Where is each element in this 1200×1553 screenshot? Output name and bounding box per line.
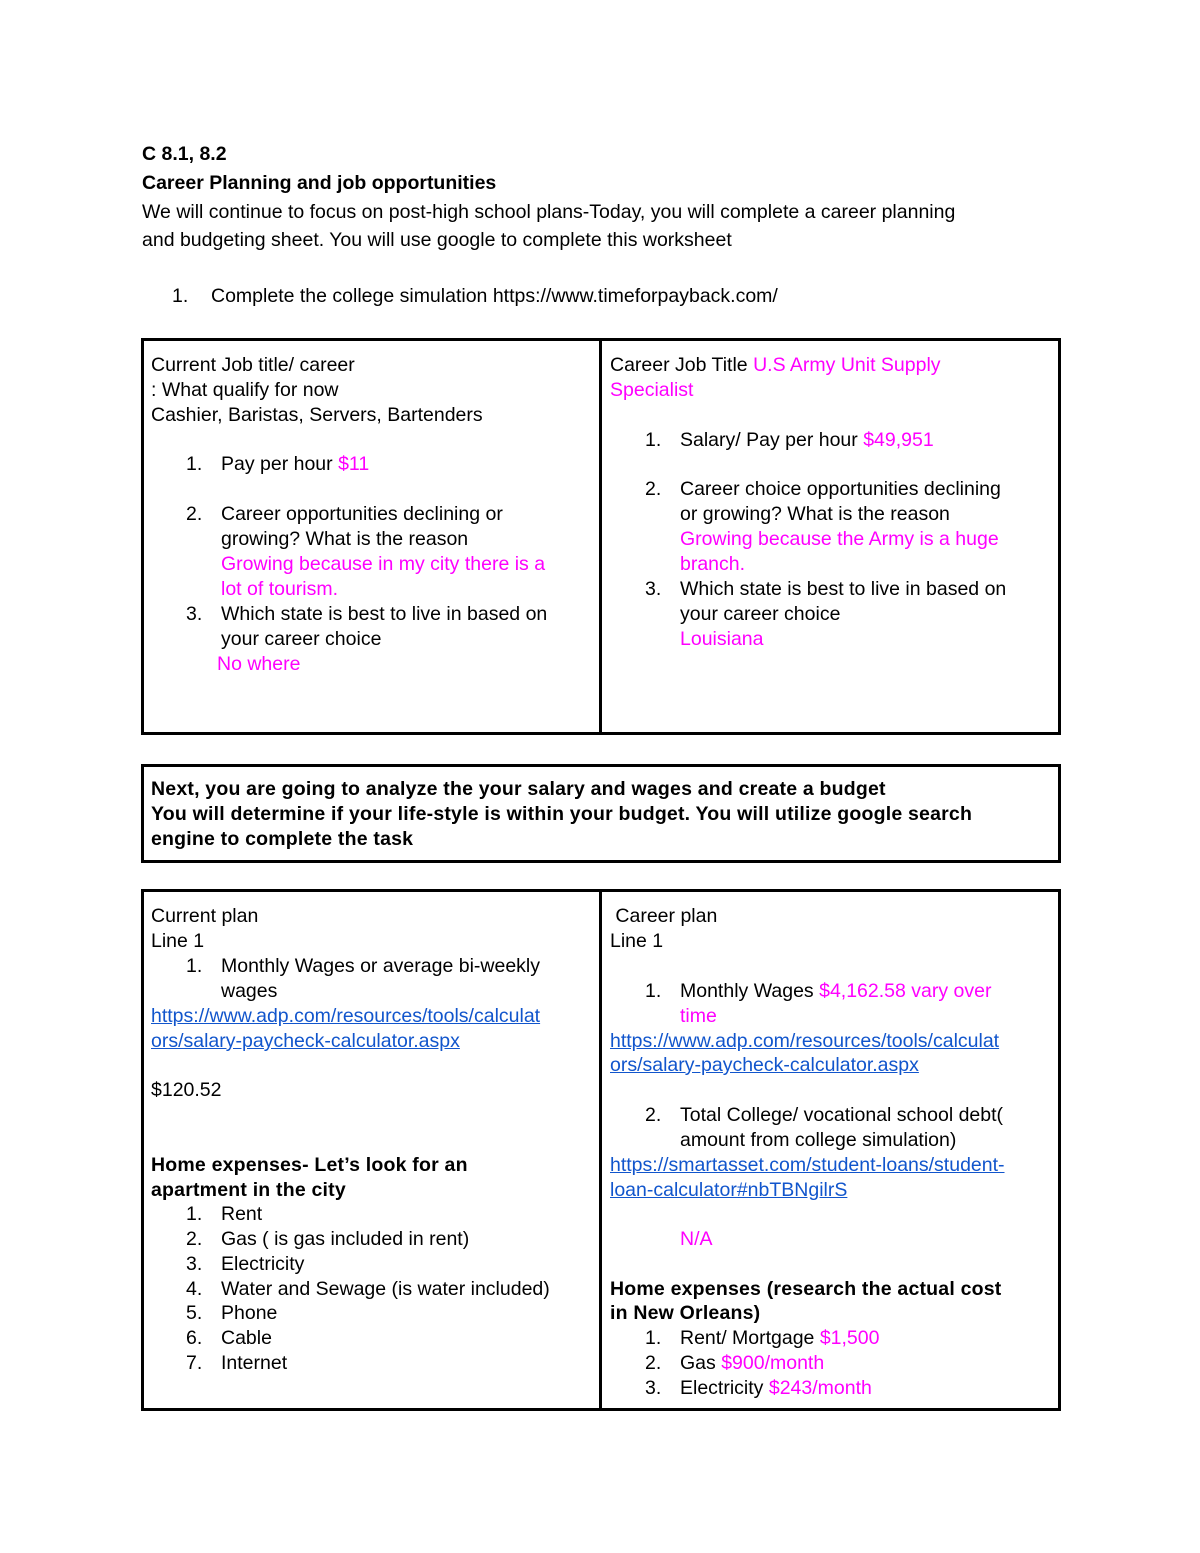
career-q1-text: Salary/ Pay per hour: [680, 429, 864, 451]
adp-calculator-link-part2[interactable]: ors/salary-paycheck-calculator.aspx: [610, 1054, 919, 1076]
expense-item-number: 4.: [186, 1278, 203, 1300]
expense-item-electricity: Electricity: [221, 1253, 305, 1275]
expense-label: Gas: [680, 1352, 722, 1374]
current-home-expenses-title-line1: Home expenses- Let’s look for an: [151, 1154, 468, 1176]
budget-table-divider: [599, 889, 602, 1411]
career-plan-q2-number: 2.: [645, 1104, 662, 1126]
career-q3-answer: Louisiana: [680, 628, 764, 650]
expense-item-water: Water and Sewage (is water included): [221, 1278, 550, 1300]
career-job-title-answer: U.S Army Unit Supply: [753, 354, 941, 376]
current-q1-text: Pay per hour: [221, 453, 339, 475]
expense-item-number: 1.: [186, 1203, 203, 1225]
career-plan-q1-text: Monthly Wages: [680, 980, 820, 1002]
career-plan-q1-number: 1.: [645, 980, 662, 1002]
career-job-title-label: Career Job Title: [610, 354, 754, 376]
career-q2-line2: or growing? What is the reason: [680, 503, 950, 525]
current-job-titles: Cashier, Baristas, Servers, Bartenders: [151, 404, 483, 426]
expense-item-number: 1.: [645, 1327, 662, 1349]
current-plan-wage-amount: $120.52: [151, 1079, 222, 1101]
current-q2-number: 2.: [186, 503, 203, 525]
career-q3-number: 3.: [645, 578, 662, 600]
current-q1-answer: $11: [338, 453, 370, 475]
career-home-expenses-title-line2: in New Orleans): [610, 1302, 761, 1324]
page-title: Career Planning and job opportunities: [142, 172, 497, 194]
expense-label: Rent/ Mortgage: [680, 1327, 820, 1349]
expense-item-rent: [680, 1326, 879, 1351]
section-code: C 8.1, 8.2: [142, 143, 227, 165]
career-q1-number: 1.: [645, 429, 662, 451]
current-job-heading: Current Job title/ career: [151, 354, 355, 376]
current-q2-answer-line2: lot of tourism.: [221, 578, 339, 600]
current-q1: [221, 452, 369, 477]
current-q3-number: 3.: [186, 603, 203, 625]
instructions-line1: Next, you are going to analyze the your salary and wages and create a budget: [151, 778, 886, 800]
career-q2-answer-line2: branch.: [680, 553, 746, 575]
current-plan-line-label: Line 1: [151, 930, 205, 952]
career-q3-line1: Which state is best to live in based on: [680, 578, 1007, 600]
career-home-expenses-title-line1: Home expenses (research the actual cost: [610, 1278, 1002, 1300]
career-q3-line2: your career choice: [680, 603, 841, 625]
current-q3-line2: your career choice: [221, 628, 382, 650]
expense-item-number: 7.: [186, 1352, 203, 1374]
adp-calculator-link-part2[interactable]: ors/salary-paycheck-calculator.aspx: [151, 1030, 460, 1052]
career-job-title: [610, 353, 941, 378]
career-plan-line-label: Line 1: [610, 930, 664, 952]
career-plan-q1: [680, 979, 991, 1004]
expense-value: $900/month: [721, 1352, 825, 1374]
expense-item-number: 3.: [186, 1253, 203, 1275]
current-plan-heading: Current plan: [151, 905, 259, 927]
career-table-divider: [599, 338, 602, 735]
expense-item-number: 5.: [186, 1302, 203, 1324]
career-plan-q1-answer-line2: time: [680, 1005, 717, 1027]
career-job-title-answer-line2: Specialist: [610, 379, 694, 401]
current-job-subheading: : What qualify for now: [151, 379, 339, 401]
career-plan-q2-answer: N/A: [680, 1228, 713, 1250]
expense-item-rent: Rent: [221, 1203, 263, 1225]
career-plan-heading: Career plan: [610, 905, 718, 927]
step1-number: 1.: [172, 285, 189, 307]
smartasset-loan-link-part2[interactable]: loan-calculator#nbTBNgilrS: [610, 1179, 848, 1201]
expense-item-cable: Cable: [221, 1327, 272, 1349]
current-q2-line2: growing? What is the reason: [221, 528, 469, 550]
current-plan-q1-line1: Monthly Wages or average bi-weekly: [221, 955, 540, 977]
adp-calculator-link-part1[interactable]: https://www.adp.com/resources/tools/calculat: [610, 1030, 1000, 1052]
current-plan-q1-number: 1.: [186, 955, 203, 977]
current-q2-line1: Career opportunities declining or: [221, 503, 503, 525]
current-q3-line1: Which state is best to live in based on: [221, 603, 548, 625]
expense-item-number: 6.: [186, 1327, 203, 1349]
expense-item-number: 2.: [645, 1352, 662, 1374]
intro-text-line1: We will continue to focus on post-high school plans-Today, you will complete a career planning: [142, 201, 956, 223]
expense-item-electricity: [680, 1376, 872, 1401]
current-q2-answer-line1: Growing because in my city there is a: [221, 553, 546, 575]
expense-item-gas: Gas ( is gas included in rent): [221, 1228, 470, 1250]
current-q3-answer: No where: [217, 653, 301, 675]
current-q1-number: 1.: [186, 453, 203, 475]
career-plan-q2-line2: amount from college simulation): [680, 1129, 957, 1151]
expense-value: $243/month: [768, 1377, 872, 1399]
career-q1: [680, 428, 934, 453]
career-plan-q2-line1: Total College/ vocational school debt(: [680, 1104, 1004, 1126]
current-home-expenses-title-line2: apartment in the city: [151, 1179, 346, 1201]
expense-item-number: 2.: [186, 1228, 203, 1250]
intro-text-line2: and budgeting sheet. You will use google to complete this worksheet: [142, 229, 732, 251]
expense-item-internet: Internet: [221, 1352, 288, 1374]
career-q2-line1: Career choice opportunities declining: [680, 478, 1001, 500]
instructions-line2: You will determine if your life-style is within your budget. You will utilize google search: [151, 803, 973, 825]
expense-value: $1,500: [819, 1327, 880, 1349]
current-plan-q1-line2: wages: [221, 980, 278, 1002]
career-q2-number: 2.: [645, 478, 662, 500]
career-q2-answer-line1: Growing because the Army is a huge: [680, 528, 999, 550]
expense-item-number: 3.: [645, 1377, 662, 1399]
smartasset-loan-link-part1[interactable]: https://smartasset.com/student-loans/student-: [610, 1154, 1005, 1176]
expense-label: Electricity: [680, 1377, 769, 1399]
instructions-line3: engine to complete the task: [151, 828, 414, 850]
step1-text: Complete the college simulation https://www.timeforpayback.com/: [211, 285, 778, 307]
career-q1-answer: $49,951: [863, 429, 934, 451]
expense-item-gas: [680, 1351, 824, 1376]
adp-calculator-link-part1[interactable]: https://www.adp.com/resources/tools/calculat: [151, 1005, 541, 1027]
career-plan-q1-answer: $4,162.58 vary over: [819, 980, 992, 1002]
expense-item-phone: Phone: [221, 1302, 278, 1324]
